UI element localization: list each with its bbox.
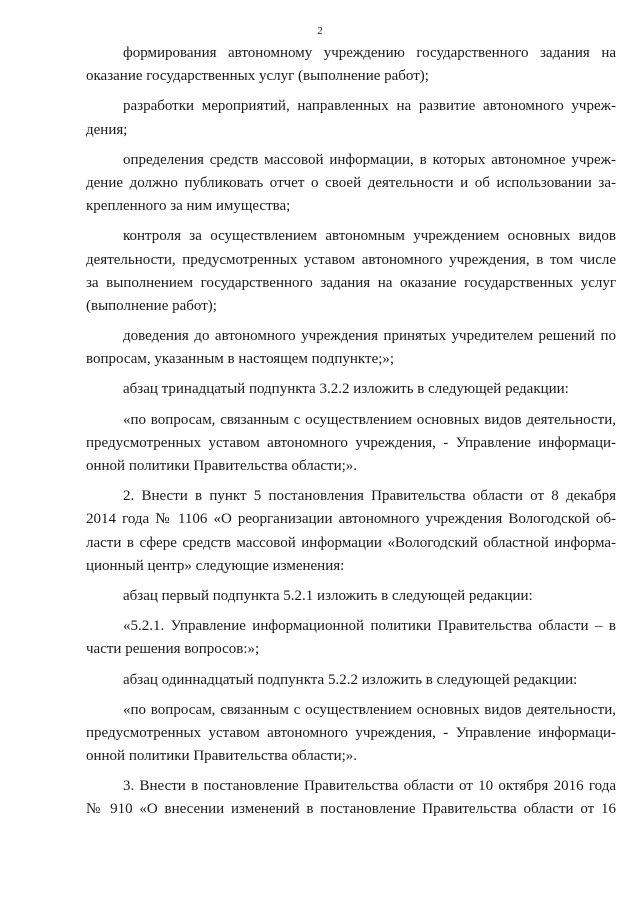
paragraph-line: формирования автономному учреждению государственного задания на [123,45,616,61]
paragraph-spacer [86,88,616,95]
paragraph-spacer [86,578,616,585]
paragraph [86,409,616,479]
paragraph-line: ласти в сфере средств массовой информации «Вологодский областной информа- [86,534,616,551]
paragraph-line: абзац тринадцатый подпункта 3.2.2 изложить в следующей редакции: [123,381,569,398]
paragraph-line: оказание государственных услуг (выполнение работ); [86,68,429,85]
paragraph-spacer [86,142,616,149]
paragraph [86,95,616,141]
paragraph-line: дения; [86,121,128,138]
document-body [86,42,616,822]
paragraph-line: вопросам, указанным в настоящем подпункте;»; [86,351,395,368]
paragraph-line: крепленного за ним имущества; [86,198,291,215]
paragraph-line: за выполнением государственного задания на оказание государственных услуг [86,274,616,291]
paragraph-line: контроля за осуществлением автономным учреждением основных видов [123,228,616,245]
paragraph [86,585,616,608]
paragraph [86,325,616,371]
paragraph-spacer [86,608,616,615]
paragraph-line: «по вопросам, связанным с осуществлением основных видов деятельности, [123,411,616,428]
paragraph-line: определения средств массовой информации, в которых автономное учреж- [123,151,616,168]
paragraph-line: 3. Внести в постановление Правительства области от 10 октября 2016 года [123,778,616,795]
paragraph-line: доведения до автономного учреждения принятых учредителем решений по [123,328,616,345]
paragraph-line: предусмотренных уставом автономного учреждения, - Управление информаци- [86,724,616,741]
paragraph-line: онной политики Правительства области;». [86,458,358,474]
paragraph-spacer [86,402,616,409]
paragraph-line: «5.2.1. Управление информационной политики Правительства области – в [123,618,616,635]
paragraph-line: предусмотренных уставом автономного учреждения, - Управление информаци- [86,434,616,451]
paragraph [86,615,616,661]
paragraph-spacer [86,478,616,485]
paragraph [86,149,616,219]
paragraph-line: 2014 года № 1106 «О реорганизации автономного учреждения Вологодской об- [86,511,616,528]
paragraph-spacer [86,371,616,378]
paragraph-line: абзац одиннадцатый подпункта 5.2.2 изложить в следующей редакции: [123,671,578,688]
paragraph-line: ционный центр» следующие изменения: [86,557,345,574]
paragraph-spacer [86,692,616,699]
paragraph [86,775,616,821]
paragraph-line: деятельности, предусмотренных уставом автономного учреждения, в том числе [86,251,616,268]
paragraph [86,225,616,318]
paragraph-line: дение должно публиковать отчет о своей деятельности и об использовании за- [86,174,616,191]
paragraph-spacer [86,662,616,669]
paragraph-spacer [86,318,616,325]
paragraph-line: части решения вопросов:»; [86,641,260,658]
paragraph [86,42,616,88]
paragraph [86,669,616,692]
paragraph-line: № 910 «О внесении изменений в постановление Правительства области от 16 [86,801,616,818]
paragraph-spacer [86,768,616,775]
paragraph-line: (выполнение работ); [86,297,217,314]
paragraph [86,485,616,578]
paragraph-line: разработки мероприятий, направленных на развитие автономного учреж- [123,98,616,115]
paragraph [86,378,616,401]
paragraph-line: 2. Внести в пункт 5 постановления Правительства области от 8 декабря [123,488,616,505]
paragraph-line: «по вопросам, связанным с осуществлением основных видов деятельности, [123,701,616,718]
paragraph-line: абзац первый подпункта 5.2.1 изложить в следующей редакции: [123,587,533,604]
paragraph-spacer [86,218,616,225]
paragraph [86,699,616,769]
paragraph-line: онной политики Правительства области;». [86,748,358,765]
page-number: 2 [317,25,323,37]
